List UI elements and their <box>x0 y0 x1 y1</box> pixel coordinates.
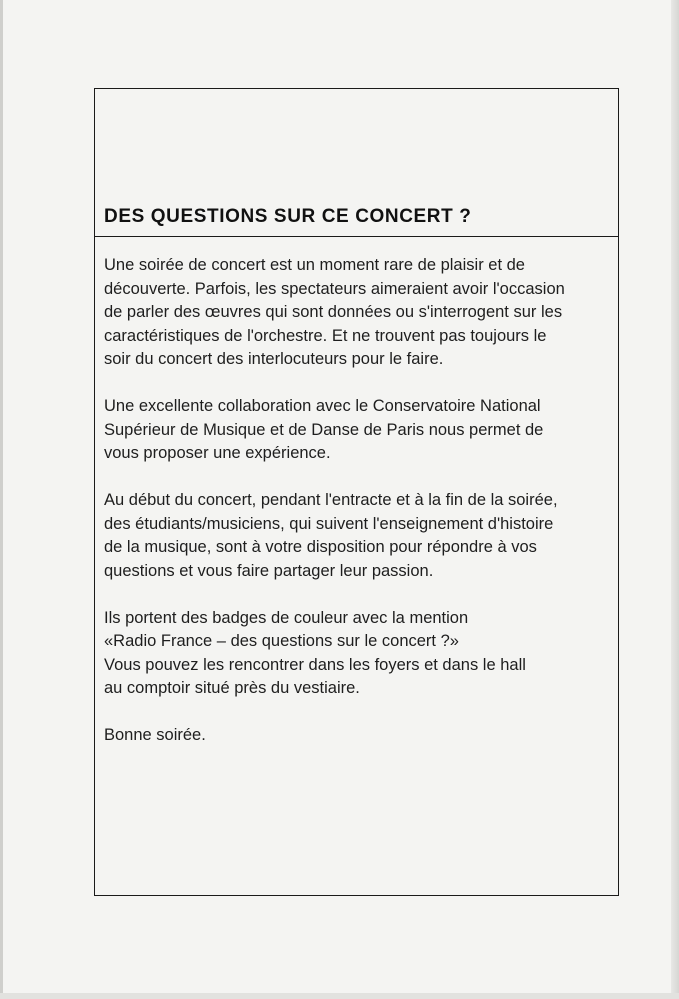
text-line: au comptoir situé près du vestiaire. <box>104 679 360 697</box>
text-line: des étudiants/musiciens, qui suivent l'enseignement d'histoire <box>104 514 554 533</box>
content-frame <box>94 88 619 896</box>
text-line: de parler des œuvres qui sont données ou s'interrogent sur les <box>104 303 563 321</box>
text-line: vous proposer une expérience. <box>104 444 331 462</box>
body-text <box>104 254 614 771</box>
text-line: découverte. Parfois, les spectateurs aimeraient avoir l'occasion <box>104 279 565 298</box>
page-edge-bottom <box>0 993 679 999</box>
text-line: soir du concert des interlocuteurs pour le faire. <box>104 350 444 368</box>
text-line: de la musique, sont à votre disposition pour répondre à vos <box>104 538 537 556</box>
page-edge-left <box>0 0 3 999</box>
text-line: Ils portent des badges de couleur avec la mention <box>104 608 469 627</box>
paragraph-badges <box>104 607 614 701</box>
heading-divider <box>95 236 618 237</box>
page-edge-right <box>671 0 679 999</box>
text-line: Bonne soirée. <box>104 726 206 744</box>
text-line: questions et vous faire partager leur passion. <box>104 561 434 580</box>
paragraph-closing <box>104 724 614 748</box>
text-line: Vous pouvez les rencontrer dans les foyers et dans le hall <box>104 655 526 674</box>
text-line: Une excellente collaboration avec le Conservatoire National <box>104 397 541 415</box>
text-line: Une soirée de concert est un moment rare de plaisir et de <box>104 256 525 274</box>
text-line: Supérieur de Musique et de Danse de Paris nous permet de <box>104 420 544 439</box>
paragraph-intro <box>104 254 614 372</box>
paragraph-students <box>104 489 614 583</box>
text-line: «Radio France – des questions sur le concert ?» <box>104 632 459 650</box>
section-heading: DES QUESTIONS SUR CE CONCERT ? <box>104 206 472 227</box>
text-line: caractéristiques de l'orchestre. Et ne trouvent pas toujours le <box>104 326 547 345</box>
text-line: Au début du concert, pendant l'entracte et à la fin de la soirée, <box>104 491 558 509</box>
paragraph-collaboration <box>104 395 614 466</box>
